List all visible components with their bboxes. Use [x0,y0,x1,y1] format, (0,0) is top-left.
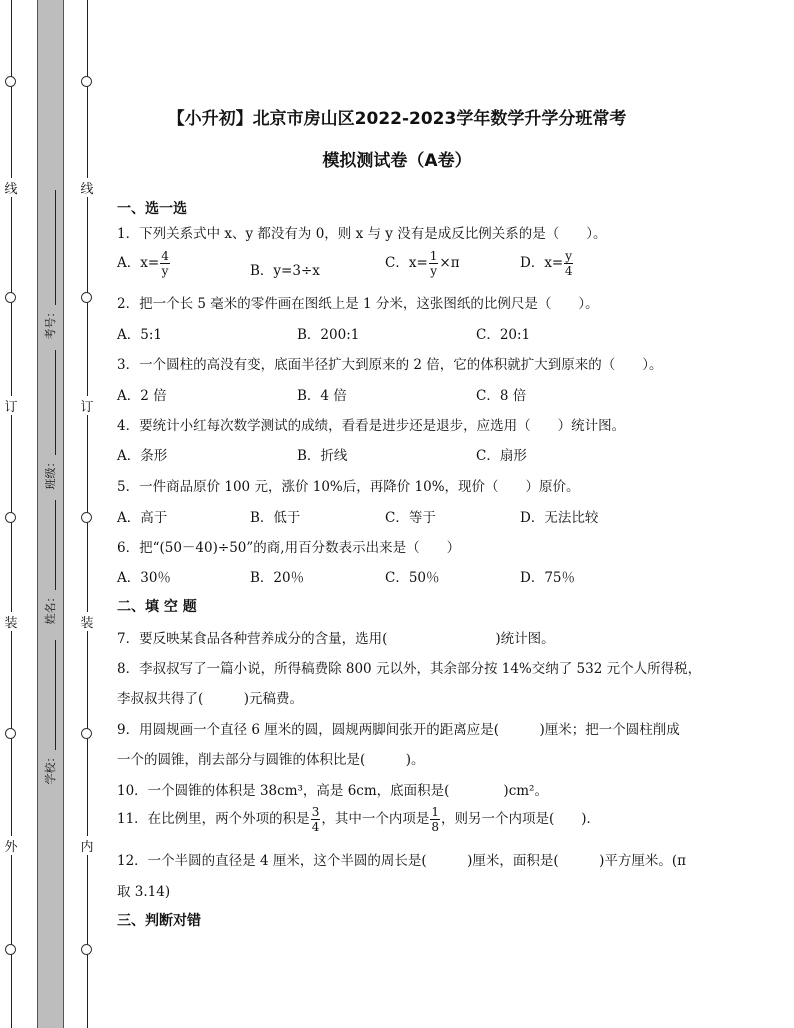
question-9-line2: 一个的圆锥，削去部分与圆锥的体积比是( )。 [117,752,425,768]
margin-char-wai-outer: 外 [3,836,19,855]
question-1-stem: 1．下列关系式中 x、y 都没有为 0，则 x 与 y 没有是成反比例关系的是（ ）。 [117,226,607,242]
binding-hole-circle [5,292,16,303]
question-12-line1: 12．一个半圆的直径是 4 厘米，这个半圆的周长是( )厘米，面积是( )平方厘米。(π [117,853,687,869]
question-3-option-c[interactable]: C．8 倍 [476,388,527,404]
question-5-option-c[interactable]: C．等于 [385,510,436,526]
margin-char-ding-inner: 订 [79,396,95,415]
question-10: 10．一个圆锥的体积是 38cm³，高是 6cm，底面积是( )cm²。 [117,783,548,799]
question-5-option-d[interactable]: D．无法比较 [520,510,599,526]
margin-char-xian-outer: 线 [3,178,19,197]
margin-char-ding-outer: 订 [3,396,19,415]
margin-char-zhuang-outer: 装 [3,612,19,631]
question-5-option-b[interactable]: B．低于 [250,510,301,526]
class-blank[interactable] [55,350,56,455]
school-label: 学校： [44,751,57,785]
question-11: 11．在比例里，两个外项的积是 $\frac{3}{4}$ ，其中一个内项是 $\frac{1}{8}$ ，则另一个内项是( )． [117,805,601,834]
name-label: 姓名： [44,591,57,625]
margin-char-zhuang-inner: 装 [79,612,95,631]
binding-hole-circle [5,728,16,739]
binding-hole-circle [5,512,16,523]
name-blank[interactable] [55,500,56,590]
question-6-option-a[interactable]: A．30％ [117,570,171,586]
question-2-stem: 2．把一个长 5 毫米的零件画在图纸上是 1 分米，这张图纸的比例尺是（ ）。 [117,296,599,312]
question-2-option-c[interactable]: C．20:1 [476,327,531,343]
class-label: 班级： [44,456,57,490]
binding-hole-circle [5,944,16,955]
question-4-option-c[interactable]: C．扇形 [476,448,527,464]
section-heading-fill-blank: 二、填 空 题 [117,599,197,615]
question-2-option-a[interactable]: A．5:1 [117,327,162,343]
question-12-line2: 取 3.14) [117,884,171,900]
binding-hole-circle [81,76,92,87]
question-3-option-a[interactable]: A．2 倍 [117,388,167,404]
question-1-option-c[interactable]: C．x= $\frac{1}{y}$ ×π [385,249,460,278]
question-9-line1: 9．用圆规画一个直径 6 厘米的圆，圆规两脚间张开的距离应是( )厘米；把一个圆柱削成 [117,722,680,738]
question-1-option-b[interactable]: B．y=3÷x [250,263,320,279]
margin-char-xian-inner: 线 [79,178,95,197]
binding-hole-circle [81,292,92,303]
school-blank[interactable] [55,640,56,750]
binding-hole-circle [5,76,16,87]
binding-hole-circle [81,512,92,523]
margin-char-nei-inner: 内 [79,836,95,855]
question-1-option-d[interactable]: D．x= $\frac{y}{4}$ [520,249,573,278]
question-4-option-b[interactable]: B．折线 [297,448,348,464]
question-3-option-b[interactable]: B．4 倍 [297,388,347,404]
exam-title-line2: 模拟测试卷（A卷） [322,151,472,171]
section-heading-true-false: 三、判断对错 [117,913,201,929]
question-4-stem: 4．要统计小红每次数学测试的成绩，看看是进步还是退步，应选用（ ）统计图。 [117,418,626,434]
question-1-option-a[interactable]: A．x= $\frac{4}{y}$ [117,249,169,278]
section-heading-choice: 一、选一选 [117,201,187,217]
question-3-stem: 3．一个圆柱的高没有变，底面半径扩大到原来的 2 倍，它的体积就扩大到原来的（ ）。 [117,357,663,373]
question-5-stem: 5．一件商品原价 100 元，涨价 10%后，再降价 10%，现价（ ）原价。 [117,479,580,495]
question-6-option-d[interactable]: D．75％ [520,570,576,586]
question-8-line2: 李叔叔共得了( )元稿费。 [117,691,304,707]
question-6-stem: 6．把“(50－40)÷50”的商,用百分数表示出来是（ ） [117,540,461,556]
question-5-option-a[interactable]: A．高于 [117,510,168,526]
exam-number-label: 考号： [44,306,57,340]
exam-number-blank[interactable] [55,190,56,305]
question-6-option-c[interactable]: C．50％ [385,570,440,586]
binding-hole-circle [81,944,92,955]
binding-hole-circle [81,728,92,739]
question-4-option-a[interactable]: A．条形 [117,448,168,464]
question-8-line1: 8．李叔叔写了一篇小说，所得稿费除 800 元以外，其余部分按 14%交纳了 532 元个人所得税， [117,661,702,677]
exam-title-line1: 【小升初】北京市房山区2022-2023学年数学升学分班常考 [167,109,627,129]
question-2-option-b[interactable]: B．200:1 [297,327,360,343]
question-6-option-b[interactable]: B．20％ [250,570,305,586]
question-7: 7．要反映某食品各种营养成分的含量，选用( )统计图。 [117,631,555,647]
